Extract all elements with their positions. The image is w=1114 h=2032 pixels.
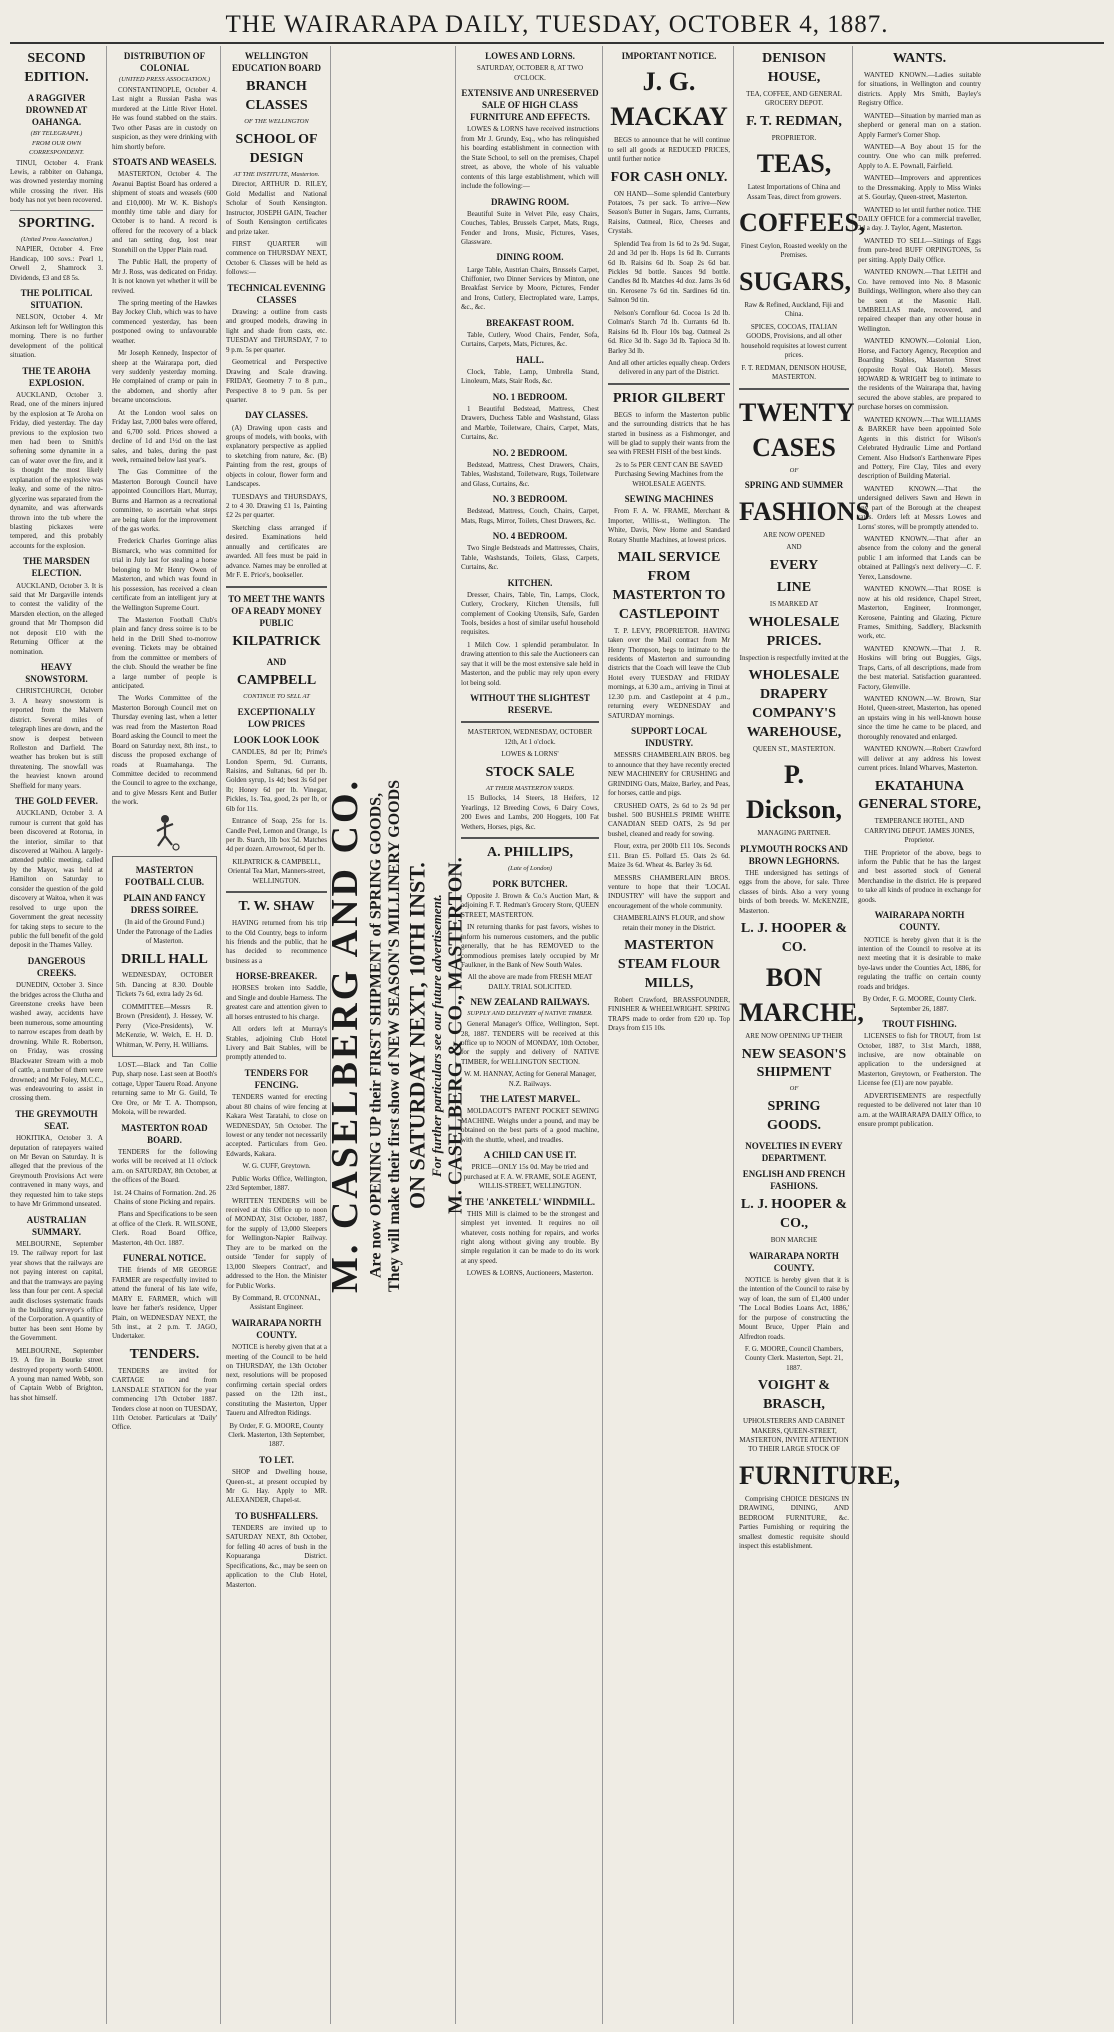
- ad-body: MASTERTON, WEDNESDAY, OCTOBER 12th, At 1 o'clock.: [467, 728, 593, 746]
- ad-body: COMMITTEE—Messrs R. Brown (President), J. Hessey, W. Perry (Vice-Presidents), W. McKenzie, W. Welch, E. H. D. Whitman, W. Perry, H. Williams.: [116, 1002, 213, 1049]
- article-body: WRITTEN TENDERS will be received at this Office up to noon of MONDAY, 31st October, 1887, for the supply of 13,000 Sleepers for Wellington-Napier Railway. They are to be marked on the outside 'Tender for supply of 13,000 Sleepers Contract', and addressed to the Hon. the Minister for Public Works.: [226, 1196, 327, 1290]
- ad-body: BON MARCHE: [770, 1236, 818, 1245]
- article-body: 1st. 24 Chains of Formation. 2nd. 26 Chains of stone Picking and repairs.: [113, 1188, 216, 1207]
- article-body: By Command, R. O'CONNAL, Assistant Engineer.: [232, 1293, 321, 1312]
- ad-body: NOTICE is hereby given that it is the intention of the Council to resolve at its next meeting that it is desirable to make bye-laws under the Counties Act, 1886, for regulating the traffic on certain county roads and bridges.: [858, 935, 981, 991]
- ad-body: BEGS to inform the Masterton public and the surrounding districts that he has started in business as a Fishmonger, and will be glad to supply their wants from the sea with FRESH FISH of the best kinds.: [608, 410, 730, 457]
- column-7: [739, 46, 901, 2024]
- ad-heading: NEW SEASON'S SHIPMENT: [741, 1046, 847, 1081]
- ad-body: Inspection is respectfully invited at the: [739, 653, 849, 662]
- byline: AT THEIR MASTERTON YARDS.: [486, 784, 574, 792]
- byline: AT THE INSTITUTE, Masterton.: [233, 170, 320, 178]
- ad-body: All the above are made from FRESH MEAT DAILY. TRIAL SOLICITED.: [467, 973, 593, 991]
- article-body: CHRISTCHURCH, October 3. A heavy snowstorm is reported from the Malvern district. Several miles of telegraph lines are down, and the snow is deepest between Rolleston and Darfield. The weather has broken but is still threatening. The snowfall was the heaviest known around Sheffield for many years.: [10, 687, 103, 790]
- ad-body: NOTICE is hereby given that it is the intention of the Council to raise by way of loan, the sum of £1,400 under 'The Local Bodies Loans Act, 1886,' for the purpose of constructing the Mount Bruce, Upper Plain and Alfredton roads.: [739, 1275, 849, 1341]
- ad-body: CRUSHED OATS, 2s 6d to 2s 9d per bushel. 500 BUSHELS PRIME WHITE CANADIAN SEED OATS, 2s 9d per bushel, cleaned and ready for sowing.: [608, 801, 730, 838]
- column-1: [10, 46, 107, 2024]
- ad-heading: TROUT FISHING.: [882, 1019, 957, 1030]
- article-body: TENDERS are invited up to SATURDAY NEXT, 8th October, for felling 40 acres of bush in the Kopuaranga District. Specifications, &c., may be seen on application to the Club Hotel, Masterton.: [226, 1523, 327, 1589]
- article-body: AUCKLAND, October 3. It is said that Mr Dargaville intends to contest the validity of the Marsden election, on the alleged ground that Mr Thompson did not deposit £10 with the Returning Officer at the nomination.: [10, 581, 103, 656]
- article-heading: DAY CLASSES.: [245, 410, 308, 421]
- article-body: At the London wool sales on Friday last, 7,000 bales were offered, and 6,700 sold. Prices showed a decline of 1d and 1½d on the last sales, and bales, during the past week, remained below last year's.: [112, 408, 217, 464]
- ad-body: LICENSES to fish for TROUT, from 1st October, 1887, to 31st March, 1888, inclusive, are now obtainable on application to the undersigned at Masterton, Greytown, or Featherston. The License fee (£1) are now payable.: [858, 1032, 981, 1088]
- ad-body: Robert Crawford, BRASSFOUNDER, FINISHER & WHEELWRIGHT. SPRING TRAPS made to order from £20 up. Top Drays from £15 10s.: [608, 995, 730, 1033]
- byline: CONTINUE TO SELL AT: [243, 692, 310, 700]
- ad-heading: NO. 2 BEDROOM.: [492, 447, 568, 458]
- article-body: MASTERTON, October 4. The Awanui Baptist Board has ordered a shipment of stoats and weasels (600 and £10,000). Mr W. K. Bishop's monthly time table and diary for October is to hand. A record is offered for the recovery of a black and tan setting dog, lost near Stonehill on the Upper Plain road.: [112, 170, 217, 254]
- ad-body: Bedstead, Mattress, Chest Drawers, Chairs, Tables, Washstand, Toiletware, Rugs, Toiletware and Glass, Curtains, &c.: [461, 460, 599, 488]
- ad-body: Table, Cutlery, Wood Chairs, Fender, Sofa, Curtains, Carpets, Mats, Pictures, &c.: [461, 330, 599, 349]
- ad-body: HORSES broken into Saddle, and Single and double Harness. The greatest care and attention given to all horses entrusted to his charge.: [226, 984, 327, 1021]
- divider: [608, 383, 730, 385]
- article-body: NELSON, October 4. Mr Atkinson left for Wellington this morning. There is no further development of the political situation.: [10, 313, 103, 360]
- ad-heading: WAIRARAPA NORTH COUNTY.: [874, 910, 965, 933]
- classified-ad: WANTED KNOWN.—That ROSE is now at his old residence, Chapel Street, Masterton, Engineer, Ironmonger, Kerosene, Painting and Glazing, Picture Frames, Smithing, Saddlery, Blacksmith work, etc.: [858, 585, 981, 641]
- ad-heading: THE LATEST MARVEL.: [479, 1094, 581, 1105]
- classified-ad: WANTED KNOWN.—Ladies suitable for situations, in Wellington and country districts. Apply Mrs Smith, Bayley's Registry Office.: [858, 70, 981, 108]
- ad-body: Finest Ceylon, Roasted weekly on the Premises.: [740, 242, 848, 260]
- byline: OF: [789, 466, 799, 474]
- ad-body: WEDNESDAY, OCTOBER 5th. Dancing at 8.30. Double Tickets 7s 6d, extra lady 2s 6d.: [116, 971, 213, 999]
- lost-notice: LOST.—Black and Tan Collie Pup, sharp nose. Last seen at Booth's cottage, Upper Taueru Road. Anyone returning same to Mr G. Guild, Te Ore Ore, or Mr T. A. Thompson, Mokoia, will be rewarded.: [112, 1060, 217, 1117]
- ad-heading: J. G. MACKAY: [610, 67, 728, 132]
- ad-heading: KITCHEN.: [507, 577, 553, 588]
- article-heading: STOATS AND WEASELS.: [112, 157, 217, 168]
- ad-heading: CAMPBELL: [236, 673, 317, 688]
- classified-ad: WANTED KNOWN.—That after an absence from the colony and the general public I am informed that Lands can be obtained at Pallings's next delivery—C. F. Yerex, Lansdowne.: [858, 535, 981, 581]
- article-heading: WELLINGTON EDUCATION BOARD: [231, 51, 322, 74]
- ad-heading: VOIGHT & BRASCH,: [757, 1378, 831, 1413]
- article-heading: SPORTING.: [18, 215, 95, 231]
- article-body: TINUI, October 4. Frank Lewis, a rabbiter on Oahanga, was drowned yesterday morning while crossing the river. His body has not yet been recovered.: [10, 158, 103, 205]
- ad-heading: KILPATRICK: [232, 633, 321, 649]
- football-soiree-ad: [112, 856, 217, 1057]
- ad-body: Nelson's Cornflour 6d. Cocoa 1s 2d lb. Colman's Starch 7d lb. Currants 6d lb. Raisins 6d lb. Flour 10s bag. Oatmeal 2s 6d. Rice 3d lb. Sago 3d lb. Tapioca 3d lb. Barley 3d lb.: [608, 308, 730, 355]
- ad-heading: L. J. HOOPER & CO.: [740, 921, 848, 955]
- classified-ad: WANTED KNOWN.—Robert Crawford will deliver at any address his lowest current prices. Inland Wharves, Masterton.: [858, 745, 981, 773]
- columns-grid: [10, 46, 1104, 2024]
- caselberg-vertical-ad: [323, 46, 467, 2024]
- article-body: MELBOURNE, September 19. A fire in Bourke street destroyed property worth £4000. A young man named Webb, son of Captain Webb of Brighton, has shot himself.: [10, 1346, 103, 1402]
- ad-heading: SUPPORT LOCAL INDUSTRY.: [631, 726, 707, 749]
- article-heading: TENDERS.: [129, 1346, 200, 1362]
- ad-body: 2s to 5s PER CENT CAN BE SAVED Purchasing Sewing Machines from the WHOLESALE AGENTS.: [614, 460, 724, 488]
- edition-heading: SECOND EDITION.: [24, 51, 89, 85]
- ad-body: MANAGING PARTNER.: [757, 829, 831, 838]
- ad-heading: TEAS,: [756, 148, 832, 178]
- ad-heading: T. W. SHAW: [238, 899, 315, 915]
- classified-ad: WANTED KNOWN.—W. Brown, Star Hotel, Queen-street, Masterton, has opened an upstairs wing in his well-known house since the time he came to be placed, and thoroughly renovated and enlarged.: [858, 695, 981, 741]
- article-heading: THE GREYMOUTH SEAT.: [15, 1108, 98, 1131]
- ad-body: ADVERTISEMENTS are respectfully requested to be delivered not later than 10 a.m. at the WAIRARAPA DAILY Office, to ensure prompt publication.: [858, 1091, 981, 1129]
- ad-heading: FASHIONS: [739, 496, 870, 526]
- article-body: Sketching class arranged if desired. Examinations held annually and certificates are awarded. All fees must be paid in advance. Names may be enrolled at Mr F. E. Price's, bookseller.: [226, 523, 327, 580]
- ad-heading: P. Dickson,: [745, 760, 843, 825]
- byline: (United Press Association.): [20, 235, 93, 243]
- ad-body: W. M. HANNAY, Acting for General Manager, N.Z. Railways.: [463, 1070, 597, 1088]
- vertical-ad-line: For further particulars see our future advertisement.: [428, 893, 444, 1177]
- ad-heading: DRAWING ROOM.: [491, 196, 569, 207]
- divider: [226, 586, 327, 588]
- article-body: Geometrical and Perspective Drawing and Scale drawing. FRIDAY, Geometry 7 to 8 p.m., Perspective 8 to 9 p.m. 5s per quarter.: [226, 358, 327, 404]
- ad-body: LOWES & LORNS': [501, 750, 559, 759]
- classified-ad: WANTED—A Boy about 15 for the country. One who can milk preferred. Apply to A. E. Pownall, Fairfield.: [858, 142, 981, 170]
- byline: FROM OUR OWN CORRESPONDENT.: [29, 139, 84, 156]
- divider: [461, 721, 599, 723]
- ad-heading: COFFEES,: [739, 207, 866, 237]
- ad-heading: PRIOR GILBERT: [613, 390, 725, 406]
- ad-heading: A CHILD CAN USE IT.: [483, 1150, 577, 1161]
- article-body: AUCKLAND, October 3. Read, one of the miners injured by the explosion at Te Aroha on Friday, died yesterday. The day previous to the explosion two men had been to Smith's softening some dynamite in a can of water over the fire, and it is thought the most likely explanation of the explosive was leaky, and some of the nitro-glycerine was separated from the dynamite, and was afterwards thrown into the tub where the blasting pickaxes were tempered, and this probably accounts for the explosion.: [10, 390, 103, 550]
- article-body: TENDERS for the following works will be received at 11 o'clock a.m. on SATURDAY, 8th October, at the offices of the Board.: [112, 1147, 217, 1185]
- ad-body: All orders left at Murray's Stables, adjoining Club Hotel Livery and Bait Stables, will be promptly attended to.: [226, 1025, 327, 1062]
- masthead-title: THE WAIRARAPA DAILY, TUESDAY, OCTOBER 4, 1887.: [10, 8, 1104, 44]
- ad-body: Latest Importations of China and Assam Teas, direct from growers.: [746, 183, 842, 201]
- article-body: The Gas Committee of the Masterton Borough Council have appointed Councillors Hart, Murray, Burns and Harmon as a recreational committee, to ascertain what steps are being taken for the improvement of the gas works.: [112, 468, 217, 533]
- column-6: [608, 46, 734, 2024]
- ad-heading: LOOK LOOK LOOK: [233, 734, 320, 745]
- ad-heading: MAIL SERVICE FROM MASTERTON TO CASTLEPOINT: [612, 550, 726, 622]
- column-3: [226, 46, 331, 2024]
- article-body: CONSTANTINOPLE, October 4. Last night a Russian Pasha was murdered at the Little River Hotel. He was found stabbed on the stairs. Two other Pasas are in custody on suspicion, as they were drinking with him shortly before.: [112, 86, 217, 151]
- ad-heading: ENGLISH AND FRENCH FASHIONS.: [742, 1169, 846, 1192]
- football-player-illustration: [145, 812, 185, 852]
- ad-heading: BON MARCHE,: [739, 962, 864, 1027]
- byline: OF: [789, 1085, 799, 1093]
- ad-heading: EXCEPTIONALLY LOW PRICES: [237, 706, 316, 729]
- ad-body: General Manager's Office, Wellington, Sept. 28, 1887. TENDERS will be received at this office up to NOON of MONDAY, 10th October, for the supply and delivery of NATIVE TIMBER, for WELLINGTON SECTION.: [461, 1020, 599, 1066]
- ad-body: Beautiful Suite in Velvet Pile, easy Chairs, Couches, Tables, Brussels Carpet, Mats, Rugs, Fender and Irons, Music, Pictures, Vases, Glassware.: [461, 209, 599, 246]
- ad-heading: THE 'ANKETELL' WINDMILL.: [464, 1196, 596, 1207]
- article-heading: WAIRARAPA NORTH COUNTY.: [231, 1317, 322, 1340]
- byline: (BY TELEGRAPH.): [30, 130, 83, 138]
- ad-body: F. T. REDMAN, DENISON HOUSE, MASTERTON.: [741, 363, 847, 382]
- ad-body: Dresser, Chairs, Table, Tin, Lamps, Clock, Cutlery, Crockery, Kitchen Utensils, full complement of Cooking Utensils, Safe, Garden Tools, besides a host of similar useful household requisites.: [461, 590, 599, 637]
- article-body: The Masterton Football Club's plain and fancy dress soiree is to be held in the Drill Shed to-morrow evening. Tickets may be obtained from the committee or members of the club. Should the weather be fine a large number of people is anticipated.: [112, 615, 217, 690]
- article-heading: TO BUSHFALLERS.: [235, 1510, 318, 1521]
- article-heading: BRANCH CLASSES: [245, 79, 308, 114]
- ad-body: Flour, extra, per 200lb £11 10s. Seconds £11. Bran £5. Pollard £5. Oats 2s 6d. Maize 3s 6d. Wheat 4s. Barley 3s 6d.: [608, 842, 730, 870]
- ad-heading: WAIRARAPA NORTH COUNTY.: [749, 1250, 839, 1273]
- ad-heading: NO. 4 BEDROOM.: [492, 531, 568, 542]
- vertical-ad-line: M. CASELBERG AND CO.: [323, 777, 366, 1293]
- ad-body: Large Table, Austrian Chairs, Brussels Carpet, Chiffonier, two Dinner Services by Minton, one Breakfast Service by Moore, Pictures, Fender and Irons, Cutlery, Electroplated ware, Lamps, &c., &c.: [461, 265, 599, 312]
- article-body: (A) Drawing upon casts and groups of models, with books, with explanatory perspective as applied to sketching from nature, &c. (B) Painting from the rest, groups of objects in colour, flower form and Landscapes.: [226, 423, 327, 489]
- article-body: AUCKLAND, October 3. A rumour is current that gold has been discovered at Rotorua, in the interior, similar to that discovered at Waihou. A largely-attended public meeting, called by the Mayor, was held at Hamilton on Saturday to consider the question of the gold discovery at Waitoa, when it was resolved to urge upon the Government the great necessity for taking steps to secure to the public the full benefit of the gold deposit in the Thames Valley.: [10, 809, 103, 950]
- divider: [10, 210, 103, 211]
- ad-heading: HORSE-BREAKER.: [235, 971, 318, 982]
- ad-heading: NO. 1 BEDROOM.: [492, 391, 568, 402]
- classified-ad: WANTED KNOWN.—Colonial Lion, Horse, and Factory Agency, Reception and Boarding Stables, Masterton Street (opposite Royal Oak Hotel). Messrs HOWARD & WRIGHT beg to intimate to the residents of the Wairarapa that, having secured the above stables, are prepared to purchase horses on commission.: [858, 337, 981, 412]
- byline: OF THE WELLINGTON: [244, 118, 309, 126]
- ad-body: Comprising CHOICE DESIGNS IN DRAWING, DINING, AND BEDROOM FURNITURE, &c. Parties Furnishing or requiring the smallest domestic requisite should inspect this establishment.: [739, 1494, 849, 1551]
- article-heading: THE MARSDEN ELECTION.: [23, 556, 90, 579]
- ad-heading: WITHOUT THE SLIGHTEST RESERVE.: [470, 693, 590, 716]
- ad-body: F. G. MOORE, Council Chambers, County Clerk. Masterton, Sept. 21, 1887.: [744, 1344, 844, 1372]
- ad-body: Clock, Table, Lamp, Umbrella Stand, Linoleum, Mats, Stair Rods, &c.: [461, 367, 599, 386]
- ad-body: ARE NOW OPENED: [763, 530, 825, 539]
- ad-heading: MASTERTON FOOTBALL CLUB.: [124, 864, 205, 887]
- article-heading: FUNERAL NOTICE.: [122, 1253, 206, 1264]
- ad-heading: LINE: [776, 580, 812, 596]
- vertical-ad-line: They will make their first show of NEW SEASON'S MILLINERY GOODS: [385, 778, 403, 1292]
- ad-heading: A. PHILLIPS,: [487, 845, 573, 861]
- vertical-ad-line: M. CASELBERG & CO., MASTERTON.: [444, 856, 467, 1214]
- ad-heading: DRILL HALL: [121, 951, 208, 967]
- vertical-ad-line: Are now OPENING UP their FIRST SHIPMENT of SPRING GOODS,: [367, 792, 385, 1278]
- ad-body: MOLDACOT'S PATENT POCKET SEWING MACHINE. Weighs under a pound, and may be obtained on the best parts of a good machine, with the shuttle, wheel, and treadles.: [461, 1107, 599, 1144]
- ad-body: IS MARKED AT: [769, 600, 819, 609]
- ad-heading: HALL.: [516, 354, 544, 365]
- article-heading: THE TE AROHA EXPLOSION.: [22, 365, 91, 388]
- ad-heading: PLAIN AND FANCY DRESS SOIREE.: [123, 892, 206, 916]
- ad-body: 1 Milch Cow. 1 splendid perambulator. In drawing attention to this sale the Auctioneers can say that it will be the most extensive sale held in Masterton, and the public may rely upon every lot being sold.: [461, 640, 599, 687]
- article-body: The spring meeting of the Hawkes Bay Jockey Club, which was to have commenced yesterday, has been postponed owing to unfavourable weather.: [112, 298, 217, 345]
- article-heading: DISTRIBUTION OF COLONIAL: [123, 51, 206, 74]
- ad-body: TEMPERANCE HOTEL, AND CARRYING DEPOT. JAMES JONES, Proprietor.: [864, 817, 975, 845]
- article-body: THE friends of MR GEORGE FARMER are respectfully invited to attend the funeral of his late wife, MARY E. FARMER, which will leave her father's residence, Upper Plain, on WEDNESDAY NEXT, the 5th inst., at 2 p.m. T. JAGO, Undertaker.: [112, 1266, 217, 1341]
- ad-heading: SUGARS,: [739, 266, 851, 296]
- ad-heading: WHOLESALE PRICES.: [748, 614, 840, 649]
- article-heading: HEAVY SNOWSTORM.: [25, 662, 88, 685]
- ad-body: AND: [786, 543, 802, 552]
- article-body: The Public Hall, the property of Mr J. Ross, was dedicated on Friday. It is not known yet whether it will be revived.: [112, 258, 217, 295]
- ad-heading: NEW ZEALAND RAILWAYS.: [470, 997, 590, 1008]
- article-heading: SCHOOL OF DESIGN: [235, 131, 318, 166]
- column-8: [858, 46, 984, 2024]
- ad-body: THIS Mill is claimed to be the strongest and simplest yet invented. It requires no oil whatever, costs nothing for repairs, and works right along without giving any trouble. By simple regulation it can be made to do its work at any speed.: [461, 1209, 599, 1265]
- ad-heading: DENISON HOUSE,: [762, 51, 826, 85]
- article-heading: TO LET.: [259, 1454, 294, 1465]
- classified-ad: WANTED TO SELL—Sittings of Eggs from pure-bred BUFF ORPINGTONS, 5s per sitting. Apply Daily Office.: [858, 236, 981, 264]
- ad-body: CANDLES, 8d per lb; Prime's London Sperm, 9d. Currants, Raisins, and Sultanas, 6d per lb. Golden syrup, 1s 4d; best 3s 6d per lb; Honey 6d per lb. Vinegar, Pickles, 1s. Tea, good, 2s per lb, or 6lb for 11s.: [226, 748, 327, 813]
- ad-heading: TWENTY CASES: [739, 397, 855, 462]
- ad-body: By Order, F. G. MOORE, County Clerk. September 26, 1887.: [862, 995, 977, 1013]
- ad-heading: NO. 3 BEDROOM.: [492, 494, 568, 505]
- ad-body: HAVING returned from his trip to the Old Country, begs to inform his friends and the public, that he has decided to recommence business as a: [226, 919, 327, 965]
- ad-body: TEA, COFFEE, AND GENERAL GROCERY DEPOT.: [746, 89, 842, 108]
- article-heading: THE GOLD FEVER.: [15, 796, 98, 807]
- article-heading: TENDERS FOR FENCING.: [244, 1067, 309, 1091]
- article-body: TENDERS wanted for erecting about 80 chains of wire fencing at Kakara West Taratahi, to close on WEDNESDAY, 5th October. The lowest or any tender not necessarily accepted. Particulars from Geo. Edwards, Kakara.: [226, 1093, 327, 1158]
- ad-body: BEGS to announce that he will continue to sell all goods at REDUCED PRICES, until further notice: [608, 136, 730, 164]
- ad-heading: MASTERTON STEAM FLOUR MILLS,: [617, 938, 721, 991]
- divider: [226, 891, 327, 893]
- ad-body: QUEEN ST., MASTERTON.: [752, 744, 836, 753]
- ad-body: ARE NOW OPENING UP THEIR: [745, 1032, 843, 1041]
- article-body: W. G. CUFF, Greytown.: [242, 1162, 311, 1171]
- ad-heading: EKATAHUNA GENERAL STORE,: [858, 778, 981, 813]
- ad-body: KILPATRICK & CAMPBELL, Oriental Tea Mart, Manners-street, WELLINGTON.: [227, 857, 326, 885]
- ad-heading: IMPORTANT NOTICE.: [621, 51, 717, 61]
- ad-body: 1 Beautiful Bedstead, Mattress, Chest Drawers, Duchess Table and Washstand, Glass and Marble, Toiletware, Chairs, Carpet, Mats, Curtains, &c.: [461, 404, 599, 442]
- ad-heading: AND: [266, 656, 287, 667]
- ad-body: SPICES, COCOAS, ITALIAN GOODS, Provisions, and all other household requisites at lowest current prices.: [741, 322, 847, 360]
- classified-ad: WANTED—Improvers and apprentices to the Dressmaking. Apply to Miss Winks at S. Gourlay, Queen-street, Masterton.: [858, 174, 981, 202]
- ad-heading: SPRING AND SUMMER: [744, 480, 844, 491]
- ad-heading: WHOLESALE DRAPERY COMPANY'S WAREHOUSE,: [746, 668, 842, 740]
- article-heading: TECHNICAL EVENING CLASSES: [227, 282, 326, 305]
- ad-body: UPHOLSTERERS AND CABINET MAKERS, QUEEN-STREET, MASTERTON, INVITE ATTENTION TO THEIR LARGE STOCK OF: [739, 1417, 849, 1454]
- ad-body: (In aid of the Ground Fund.) Under the Patronage of the Ladies of Masterton.: [116, 918, 213, 946]
- article-body: Director, ARTHUR D. RILEY, Gold Medallist and National Scholar of South Kensington. Instructor, JOSEPH GAIN, Teacher of South Kensington certificates and prize taker.: [226, 180, 327, 236]
- ad-heading: SEWING MACHINES: [624, 494, 714, 505]
- ad-heading: DINING ROOM.: [496, 252, 564, 263]
- ad-body: MESSRS CHAMBERLAIN BROS. venture to hope that their 'LOCAL INDUSTRY' will have the support and encouragement of the whole community.: [608, 873, 730, 910]
- byline: SUPPLY AND DELIVERY of NATIVE TIMBER.: [467, 1010, 593, 1018]
- ad-body: Entrance of Soap, 25s for 1s. Candle Peel, Lemon and Orange, 1s per lb. Starch, 1lb box 5d. Matches 4d per dozen. Arrowroot, 6d per lb.: [226, 817, 327, 854]
- ad-body: IN returning thanks for past favors, wishes to inform his numerous customers, and the public generally, that he has REMOVED to the commodious premises lately occupied by Mr Faulkner, in the Bank of New South Wales.: [461, 923, 599, 969]
- ad-heading: FURNITURE,: [739, 1460, 901, 1490]
- article-body: Drawing: a outline from casts and grouped models, drawing in light and shade from casts, etc. TUESDAY and THURSDAY, 7 to 9 p.m. 5s per quarter.: [226, 308, 327, 354]
- article-body: Plans and Specifications to be seen at office of the Clerk. R. WILSONE, Clerk. Road Board Office, Masterton, 4th Oct. 1887.: [112, 1210, 217, 1247]
- article-heading: THE POLITICAL SITUATION.: [20, 288, 93, 311]
- article-heading: AUSTRALIAN SUMMARY.: [26, 1214, 87, 1237]
- classified-ad: WANTED KNOWN.—That the undersigned delivers Sawn and Hewn in any part of the Borough at the cheapest rates. Orders left at Messrs Lowes and Lorns' stores, will be promptly attended to.: [858, 484, 981, 531]
- article-heading: A RAGGIVER DROWNED AT OAHANGA.: [25, 92, 88, 128]
- classified-ad: WANTED KNOWN.—That WILLIAMS & BARKER have been appointed Sole Agents in this district for Wilson's Celebrated Hydraulic Lime and Portland Cement. Also Hudson's Earthenware Pipes and Pottery, Fire Clay, Tiles and every description of Building Material.: [858, 415, 981, 481]
- ad-body: PROPRIETOR.: [771, 133, 817, 142]
- article-body: NAPIER, October 4. Free Handicap, 100 sovs.: Pearl 1, Orwell 2, Shamrock 3. Dividends, £3 and £8 5s.: [10, 245, 103, 282]
- classified-ad: WANTED to let until further notice. THE DAILY OFFICE for a commercial traveller, 2d a day. J. Taylor, Agent, Masterton.: [858, 205, 981, 233]
- ad-heading: PLYMOUTH ROCKS AND BROWN LEGHORNS.: [740, 843, 848, 866]
- classified-ad: WANTED—Situation by married man as shepherd or general man on a station. Apply Farmer's Corner Shop.: [858, 111, 981, 139]
- ad-heading: F. T. REDMAN,: [746, 113, 842, 129]
- ad-body: From F. A. W. FRAME, Merchant & Importer, Willis-st., Wellington. The White, Davis, New Home and Standard Rotary Shuttle Machines, at lowest prices.: [608, 507, 730, 544]
- column-5: [461, 46, 603, 2024]
- ad-heading: EVERY: [769, 557, 819, 573]
- article-body: FIRST QUARTER will commence on THURSDAY NEXT, October 6. Classes will be held as follows:—: [226, 240, 327, 277]
- ad-heading: PORK BUTCHER.: [492, 878, 568, 889]
- vertical-ad-text: [324, 778, 468, 1293]
- ad-body: Raw & Refined, Auckland, Fiji and China.: [744, 301, 844, 319]
- ad-body: Opposite J. Brown & Co.'s Auction Mart, & adjoining F. T. Redman's Grocery Store, QUEEN STREET, MASTERTON.: [461, 891, 599, 919]
- ad-body: LOWES & LORNS have received instructions from Mr J. Grundy, Esq., who has relinquished his boarding establishment in connection with the State School, to sell on the premises, Chapel street, as above, the whole of his valuable contents of this large establishment, which will include the following:—: [461, 125, 599, 191]
- article-body: The Works Committee of the Masterton Borough Council met on Thursday evening last, when a letter was read from the Masterton Road Board asking the Council to meet the Board on Saturday next, 8th inst., to discuss the proposed exchange of roads at Ruamahanga. The Committee decided to recommend the Council to agree to the exchange, and to give Messrs Kent and Butler the work.: [112, 694, 217, 807]
- byline: (Late of London): [507, 864, 553, 872]
- article-body: HOKITIKA, October 3. A deputation of ratepayers waited on Mr Bevan on Saturday. It is alleged that the previous of the Greymouth Provisions Act were contravened in many ways, and they requested him to take steps to have Mr Grimmond unseated.: [10, 1134, 103, 1209]
- ad-body: Two Single Bedsteads and Mattresses, Chairs, Table, Washstands, Toilets, Glass, Carpets, Curtains, &c.: [461, 544, 599, 572]
- article-body: TUESDAYS and THURSDAYS, 2 to 4 30. Drawing £1 1s, Painting £2 2s per quarter.: [226, 492, 327, 520]
- article-body: DUNEDIN, October 3. Since the bridges across the Clutha and Greenstone creeks have been washed away, accidents have been numerous, some amounting to narrow escapes from death by drowning. While R. Robertson, on Friday, was crossing Blackwater Stream with a mob of cattle, a number of them were drowned; and Mr Foley, M.C.C., was endeavouring to assist in crossing them.: [10, 981, 103, 1103]
- section-heading-wants: WANTS.: [892, 51, 947, 66]
- ad-body: LOWES & LORNS, Auctioneers, Masterton.: [466, 1269, 594, 1278]
- ad-body: ON HAND—Some splendid Canterbury Potatoes, 7s per sack. To arrive—New Season's Butter in Sugars, Jams, Currants, Raisins, Oatmeal, Rice, Cheeses and Crystals.: [608, 189, 730, 236]
- article-body: Public Works Office, Wellington, 23rd September, 1887.: [226, 1174, 327, 1193]
- ad-heading: FOR CASH ONLY.: [610, 169, 728, 185]
- ad-body: And all other articles equally cheap. Orders delivered in any part of the District.: [608, 358, 730, 377]
- ad-body: THE undersigned has settings of eggs from the above, for sale. Three classes of birds. Also a very young birds of both breeds. W. McKENZIE, Masterton.: [739, 868, 849, 915]
- article-body: NOTICE is hereby given that at a meeting of the Council to be held on THURSDAY, the 13th October next, resolutions will be proposed confirming certain special orders passed on the 12th inst., constituting the Masterton, Upper Taueru and Alfredton Ridings.: [226, 1343, 327, 1418]
- classified-ad: WANTED KNOWN.—That J. R. Hoskins will bring out Buggies, Gigs, Traps, Carts, of all descriptions, made from the best material. Satisfaction guaranteed. Factory, Glenville.: [858, 644, 981, 691]
- article-body: MELBOURNE, September 19. The railway report for last year shows that the railways are not paying interest on capital, and that the tramways are paying less than four per cent. A special audit discloses systematic frauds in the building surveyor's office of the Corporation. A quantity of butter has been sent Home by the Government.: [10, 1239, 103, 1343]
- ad-body: CHAMBERLAIN'S FLOUR, and show retain their money in the District.: [613, 914, 725, 932]
- ad-body: Bedstead, Mattress, Couch, Chairs, Carpet, Mats, Rugs, Mirror, Toilets, Chest Drawers, &c.: [461, 507, 599, 525]
- article-body: By Order, F. G. MOORE, County Clerk. Masterton, 13th September, 1887.: [228, 1421, 325, 1449]
- ad-heading: NOVELTIES IN EVERY DEPARTMENT.: [745, 1140, 843, 1163]
- ad-heading: BREAKFAST ROOM.: [486, 317, 574, 328]
- ad-heading: L. J. HOOPER & CO.,: [740, 1197, 848, 1232]
- ad-heading: LOWES AND LORNS.: [485, 51, 575, 61]
- article-body: Frederick Charles Gorringe alias Bismarck, who was committed for trial in July last for stealing a horse belonging to Mr Henry Owen of Masterton, and which was found in his possession, has received a clean certificate from an intelligent jury at the Wellington Supreme Court.: [112, 537, 217, 612]
- article-body: TENDERS are invited for CARTAGE to and from LANSDALE STATION for the year commencing 17th October 1887. Tenders close at noon on TUESDAY, 11th October. Particulars at 'Daily' Office.: [112, 1366, 217, 1432]
- divider: [739, 388, 849, 390]
- ad-body: MESSRS CHAMBERLAIN BROS. beg to announce that they have recently erected NEW MACHINERY for CRUSHING and GRINDING Oats, Maize, Barley, and Peas, for horses, cattle and pigs.: [608, 751, 730, 798]
- ad-heading: TO MEET THE WANTS OF A READY MONEY PUBLIC: [228, 593, 325, 628]
- ad-body: PRICE—ONLY 15s 0d. May be tried and purchased at F. A. W. FRAME, SOLE AGENT, WILLIS-STREET, WELLINGTON.: [463, 1163, 597, 1191]
- ad-body: 15 Bullocks, 14 Steers, 18 Heifers, 12 Yearlings, 12 Breeding Cows, 6 Dairy Cows, 200 Ewes and Lambs, 200 Hoggets, 100 Fat Wethers, Horses, pigs, &c.: [461, 794, 599, 831]
- article-body: Mr Joseph Kennedy, Inspector of sheep at the Wairarapa port, died very suddenly yesterday morning. He complained of cramp or pain in the abdomen, and shortly after became unconscious.: [112, 349, 217, 405]
- ad-heading: SPRING GOODS.: [766, 1099, 822, 1133]
- ad-body: T. P. LEVY, PROPRIETOR. HAVING taken over the Mail contract from Mr Henry Thompson, begs to intimate to the residents of Masterton and surrounding districts that the Coach will leave the Club Hotel every TUESDAY and FRIDAY mornings, at 6.30 a.m., arriving in Tinui at 12.30 p.m. and Castlepoint at 4 p.m., returning every WEDNESDAY and SATURDAY mornings.: [608, 626, 730, 720]
- ad-heading: EXTENSIVE AND UNRESERVED SALE OF HIGH CLASS FURNITURE AND EFFECTS.: [461, 88, 599, 123]
- ad-heading: STOCK SALE: [485, 764, 575, 780]
- ad-body: Splendid Tea from 1s 6d to 2s 9d. Sugar, 2d and 3d per lb. Hops 1s 6d lb. Currants 6d lb. Raisins 6d lb. Soap 2s 6d bar. Pickles 9d bottle. Sauces 9d bottle. Candles 8d lb. Matches 4d doz. Jams 3s 6d tin. Kerosene 7s 6d tin. Sardines 6d tin. Salmon 9d tin.: [608, 239, 730, 305]
- vertical-ad-line: ON SATURDAY NEXT, 10TH INST.: [404, 861, 430, 1209]
- column-2: [112, 46, 221, 2024]
- ad-body: SATURDAY, OCTOBER 8, AT TWO O'CLOCK.: [476, 64, 584, 82]
- article-body: SHOP and Dwelling house, Queen-st., at present occupied by Mr G. Hay. Apply to MR. ALEXANDER, Chapel-st.: [226, 1468, 327, 1505]
- article-heading: DANGEROUS CREEKS.: [27, 955, 86, 978]
- article-heading: MASTERTON ROAD BOARD.: [121, 1122, 208, 1145]
- classified-ad: WANTED KNOWN.—That LEITH and Co. have removed into No. 8 Masonic Buildings, Wellington, where also they can be seen at the Masonic Hall. UMBRELLAS made, recovered, and repaired cheaper than any other house in Wellington.: [858, 268, 981, 333]
- ad-body: THE Proprietor of the above, begs to inform the Public that he has the largest and best assorted stock of General Merchandise in the district. He is prepared to take all kinds of produce in exchange for goods.: [858, 848, 981, 904]
- divider: [461, 837, 599, 839]
- byline: (UNITED PRESS ASSOCIATION.): [118, 76, 211, 84]
